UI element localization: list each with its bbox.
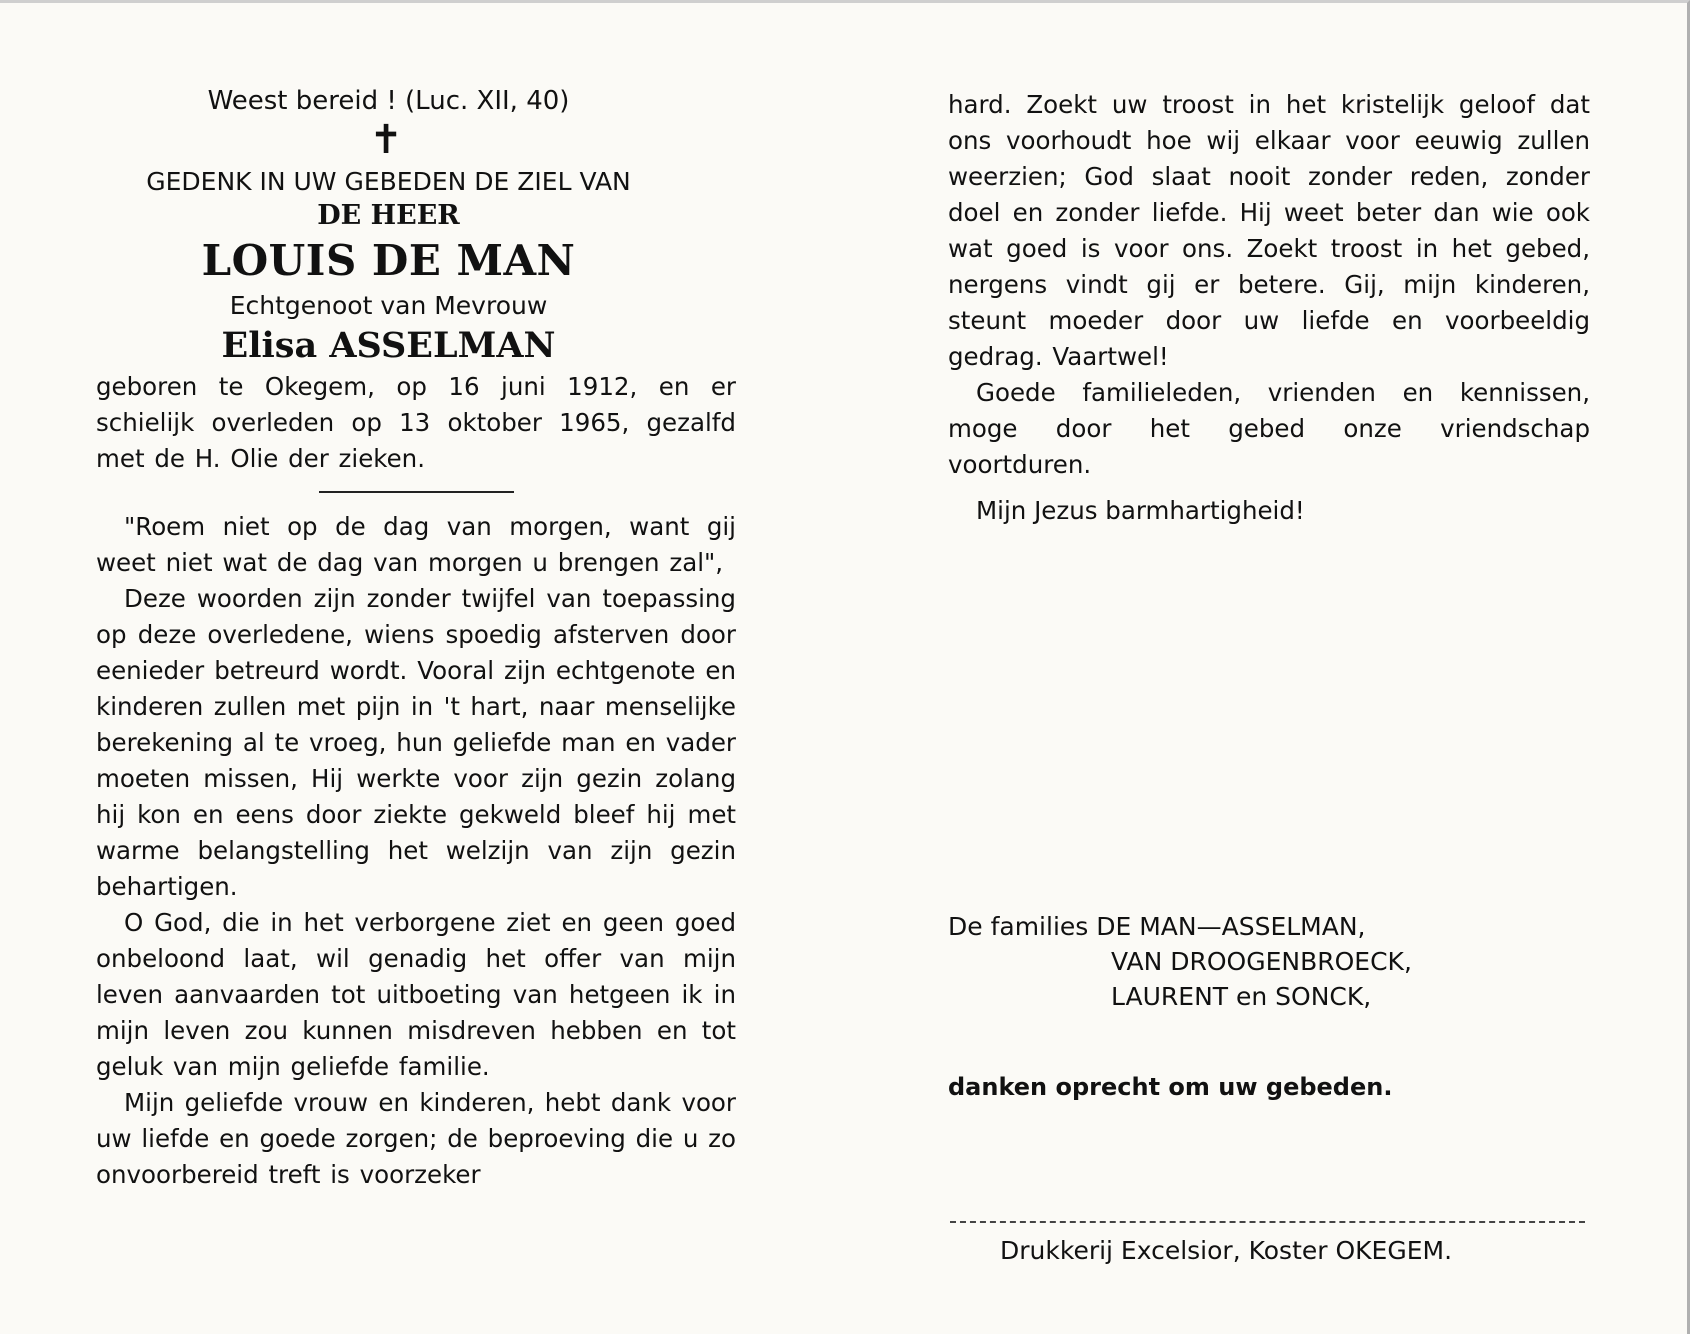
families-line: LAURENT en SONCK, [1111, 982, 1372, 1011]
cross-icon: ✝ [369, 117, 403, 163]
printer-credit: Drukkerij Excelsior, Koster OKEGEM. [1000, 1236, 1453, 1265]
closing-prayer: Mijn Jezus barmhartigheid! [976, 496, 1305, 525]
birth-death-details: geboren te Okegem, op 16 juni 1912, en er schielijk overleden op 13 oktober 1965, gezalfd met de H. Olie der zieken. [96, 372, 736, 473]
spouse-name: Elisa ASSELMAN [221, 325, 556, 366]
comfort-paragraph: hard. Zoekt uw troost in het kristelijk geloof dat ons voorhoudt hoe wij elkaar voor eeuwig zullen weerzien; God slaat nooit zonder reden, zonder doel en zonder liefde. Hij weet beter dan wie ook wat goed is voor ons. Zoekt troost in het gebed, nergens vindt gij er betere. Gij, mijn kinderen, steunt moeder door uw liefde en voorbeeldig gedrag. Vaartwel! [948, 90, 1590, 371]
families-line: VAN DROOGENBROECK, [1111, 947, 1412, 976]
right-column [948, 87, 1590, 529]
thanks-line: danken oprecht om uw gebeden. [948, 1073, 1393, 1101]
farewell-paragraph: Mijn geliefde vrouw en kinderen, hebt dank voor uw liefde en goede zorgen; de beproeving die u zo onvoorbereid treft is voorzeker [96, 1088, 736, 1189]
prayer-paragraph: O God, die in het verborgene ziet en geen goed onbeloond laat, wil genadig het offer van mijn leven aanvaarden tot uitboeting van hetgeen ik in mijn leven zou kunnen misdreven hebben en tot geluk van mijn geliefde familie. [96, 908, 736, 1081]
families-line: De families DE MAN—ASSELMAN, [948, 912, 1366, 941]
left-column [96, 83, 736, 1193]
honorific: DE HEER [317, 200, 460, 231]
remembrance-heading: GEDENK IN UW GEBEDEN DE ZIEL VAN [146, 167, 631, 196]
families-block [948, 909, 1412, 1014]
deceased-name: LOUIS DE MAN [201, 236, 576, 285]
dashed-divider [950, 1221, 1585, 1223]
friends-paragraph: Goede familieleden, vrienden en kennissen, moge door het gebed onze vriendschap voortduren. [948, 378, 1590, 479]
spouse-label: Echtgenoot van Mevrouw [229, 291, 548, 320]
divider [319, 491, 514, 493]
bible-verse: Weest bereid ! (Luc. XII, 40) [207, 86, 570, 116]
quote-paragraph: "Roem niet op de dag van morgen, want gij weet niet wat de dag van morgen u brengen zal", [96, 512, 736, 577]
tribute-paragraph: Deze woorden zijn zonder twijfel van toepassing op deze overledene, wiens spoedig afsterven door eenieder betreurd wordt. Vooral zijn echtgenote en kinderen zullen met pijn in 't hart, naar menselijke berekening al te vroeg, hun geliefde man en vader moeten missen, Hij werkte voor zijn gezin zolang hij kon en eens door ziekte gekweld bleef hij met warme belangstelling het welzijn van zijn gezin behartigen. [96, 584, 736, 901]
